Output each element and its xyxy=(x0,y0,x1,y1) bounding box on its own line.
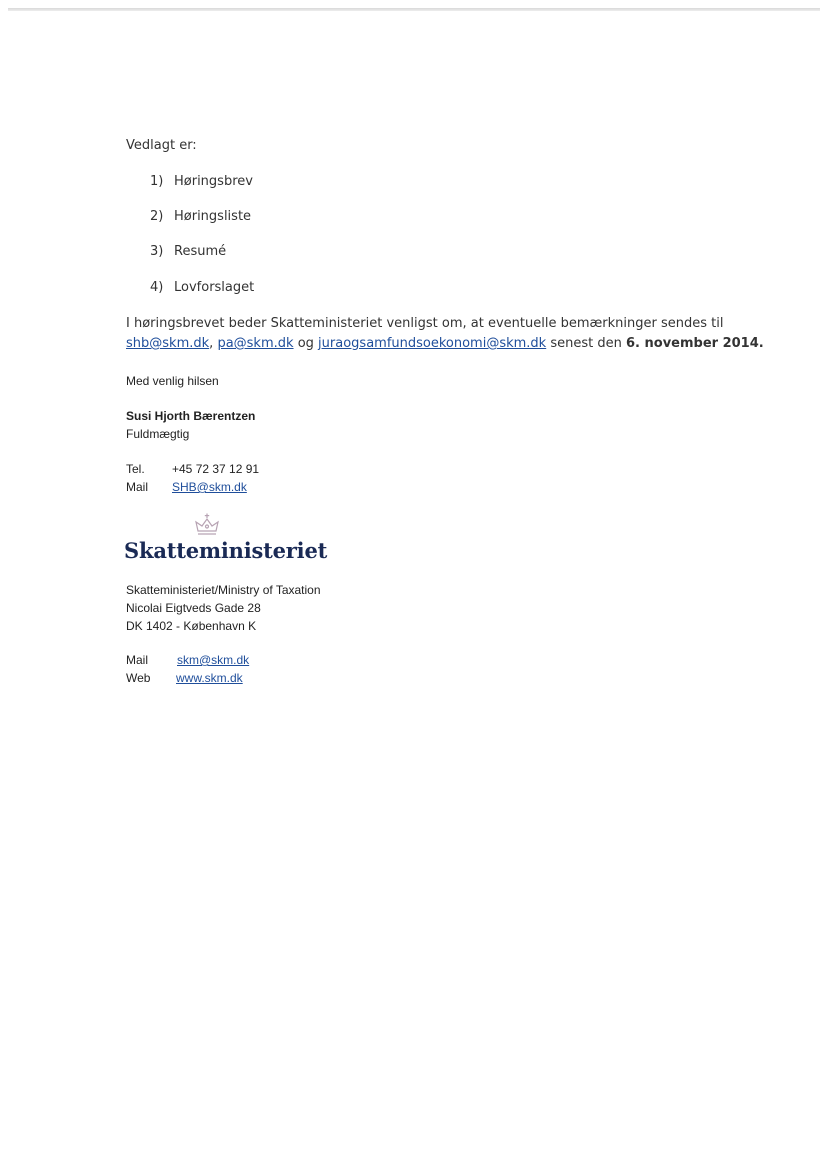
intro-text: Vedlagt er: xyxy=(126,138,197,153)
list-number: 1) xyxy=(150,174,164,189)
list-label: Høringsbrev xyxy=(174,174,253,189)
web-label: Web xyxy=(126,671,151,685)
signer-phone-row xyxy=(126,462,259,476)
list-label: Lovforslaget xyxy=(174,280,255,295)
mail-label: Mail xyxy=(126,653,149,667)
signer-title: Fuldmægtig xyxy=(126,427,190,441)
phone-label: Tel. xyxy=(126,462,145,476)
email-link-jura[interactable]: juraogsamfundsoekonomi@skm.dk xyxy=(318,336,547,351)
list-number: 4) xyxy=(150,280,164,295)
body-line-2 xyxy=(126,336,764,351)
page-top-edge xyxy=(8,8,820,11)
email-link-shb[interactable]: shb@skm.dk xyxy=(126,336,210,351)
org-web-link[interactable]: www.skm.dk xyxy=(176,671,243,685)
signer-name: Susi Hjorth Bærentzen xyxy=(126,409,256,423)
org-address-3: DK 1402 - København K xyxy=(126,619,257,633)
org-logo-name: Skatteministeriet xyxy=(124,538,328,563)
list-label: Resumé xyxy=(174,244,227,259)
deadline-date: 6. november 2014. xyxy=(626,336,764,351)
phone-number: +45 72 37 12 91 xyxy=(172,462,260,476)
org-address-2: Nicolai Eigtveds Gade 28 xyxy=(126,601,261,615)
list-number: 3) xyxy=(150,244,164,259)
list-item xyxy=(150,174,253,189)
body-line-1: I høringsbrevet beder Skatteministeriet venligst om, at eventuelle bemærkninger sendes til xyxy=(126,316,724,331)
closing-text: Med venlig hilsen xyxy=(126,374,219,388)
org-email-link[interactable]: skm@skm.dk xyxy=(177,653,250,667)
separator: og xyxy=(297,336,314,351)
separator: , xyxy=(209,336,214,351)
org-address-1: Skatteministeriet/Ministry of Taxation xyxy=(126,583,321,597)
mail-label: Mail xyxy=(126,480,149,494)
crown-icon xyxy=(192,513,222,539)
signer-mail-row xyxy=(126,480,247,494)
org-mail-row xyxy=(126,653,249,667)
org-web-row xyxy=(126,671,243,685)
list-item xyxy=(150,280,254,295)
list-item xyxy=(150,244,226,259)
deadline-prefix: senest den xyxy=(550,336,622,351)
signer-email-link[interactable]: SHB@skm.dk xyxy=(172,480,247,494)
list-label: Høringsliste xyxy=(174,209,252,224)
email-link-pa[interactable]: pa@skm.dk xyxy=(217,336,294,351)
list-item xyxy=(150,209,251,224)
list-number: 2) xyxy=(150,209,164,224)
